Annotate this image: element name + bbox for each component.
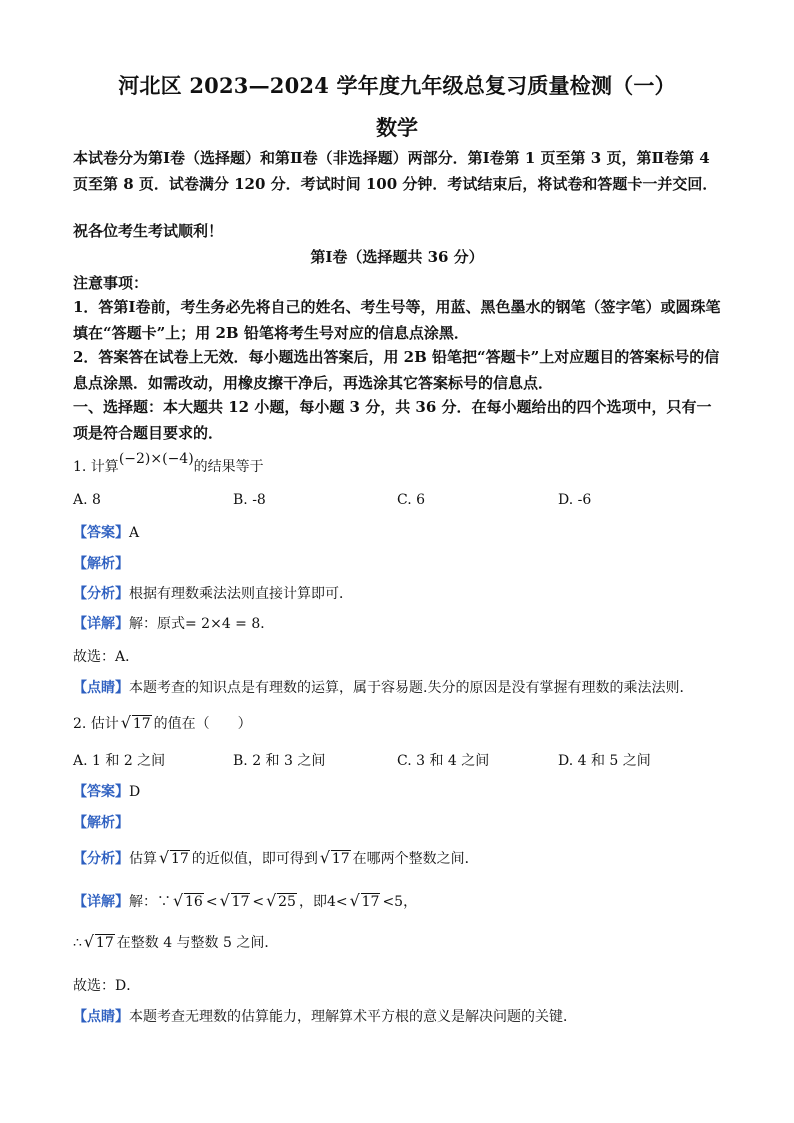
sqrt-17: √ 17	[159, 848, 189, 867]
q1-detail	[73, 613, 274, 633]
q1-detail-end: ．	[260, 616, 275, 632]
q2-analysis: 【解析】	[73, 815, 129, 831]
q2-option-b: B. 2 和 3 之间	[233, 753, 326, 769]
part-one-heading: 一、选择题：本大题共 12 小题，每小题 3 分，共 36 分．在每小题给出的四个选项中，只有一项是符合题目要求的．	[73, 398, 712, 442]
q1-option-a: A. 8	[73, 492, 101, 508]
q2-answer: 【答案】D	[73, 784, 141, 800]
q1-analysis	[73, 553, 129, 573]
sqrt-17: √ 17	[349, 891, 380, 910]
notice-item-2: 2．答案答在试卷上无效．每小题选出答案后，用 2B 铅笔把“答题卡”上对应题目的答案标号的信息点涂黑．如需改动，用橡皮擦干净后，再选涂其它答案标号的信息点．	[73, 348, 720, 392]
sqrt-17: √ 17	[219, 891, 250, 910]
sqrt-16: √ 16	[173, 891, 203, 910]
q1-comment	[73, 677, 693, 697]
fenxi-tag: 【分析】	[73, 586, 129, 602]
q1-suffix: 的结果等于	[193, 459, 264, 475]
q1-fenxi	[73, 583, 353, 603]
sqrt-17: √ 17	[319, 848, 350, 867]
q2-prefix: 2. 估计	[73, 716, 119, 732]
notice-item-1: 1．答第Ⅰ卷前，考生务必先将自己的姓名、考生号等，用蓝、黑色墨水的钢笔（签字笔）或圆珠笔填在“答题卡”上；用 2B 铅笔将考生号对应的信息点涂黑．	[73, 298, 721, 342]
q2-suffix: 的值在（ ）	[153, 716, 252, 732]
q1-detail-prefix: 解：原式	[129, 616, 185, 632]
comment-tag: 【点睛】	[73, 680, 129, 696]
q1-option-d: D. -6	[558, 492, 592, 508]
q1-expression: (−2)×(−4)	[118, 451, 194, 467]
q2-comment: 【点睛】本题考查无理数的估算能力，理解算术平方根的意义是解决问题的关键．	[73, 1009, 577, 1025]
q2-choose: 故选：D．	[73, 978, 141, 994]
notice-heading: 注意事项：	[73, 274, 149, 292]
sqrt-17: √ 17	[120, 713, 151, 732]
question-1	[73, 451, 264, 476]
q1-prefix: 1. 计算	[73, 459, 119, 475]
subject-title: 数学	[376, 115, 418, 140]
analysis-tag: 【解析】	[73, 556, 129, 572]
q2-option-a: A. 1 和 2 之间	[73, 753, 166, 769]
q2-conclusion: ∴ √ 17 在整数 4 与整数 5 之间．	[73, 932, 279, 951]
q1-option-b: B. -8	[233, 492, 266, 508]
q1-detail-expression: = 2×4 = 8	[185, 616, 261, 632]
q1-comment-text: 本题考查的知识点是有理数的运算，属于容易题.失分的原因是没有掌握有理数的乘法法则．	[129, 680, 694, 696]
q1-answer	[73, 522, 139, 542]
detail-tag: 【详解】	[73, 616, 129, 632]
question-2	[73, 713, 252, 733]
wish-text: 祝各位考生考试顺利！	[73, 222, 224, 240]
q2-answer-value: D	[129, 784, 141, 800]
q2-option-d: D. 4 和 5 之间	[558, 753, 651, 769]
q2-detail: 【详解】解：∵ √ 16 < √ 17 < √ 25 ，即4< √ 17 <5，	[73, 891, 418, 910]
q2-option-c: C. 3 和 4 之间	[397, 753, 490, 769]
q1-fenxi-text: 根据有理数乘法法则直接计算即可．	[129, 586, 353, 602]
q1-option-c: C. 6	[397, 492, 426, 508]
q1-choose: 故选：A．	[73, 649, 140, 665]
answer-tag: 【答案】	[73, 525, 129, 541]
sqrt-17: √ 17	[83, 932, 114, 951]
q1-answer-value: A	[129, 525, 140, 541]
q2-fenxi: 【分析】估算 √ 17 的近似值，即可得到 √ 17 在哪两个整数之间．	[73, 848, 479, 867]
intro-paragraph: 本试卷分为第Ⅰ卷（选择题）和第Ⅱ卷（非选择题）两部分．第Ⅰ卷第 1 页至第 3 页，第Ⅱ卷第 4 页至第 8 页．试卷满分 120 分．考试时间 100 分钟．考试结束后，将试卷和答题卡一并交回．	[73, 149, 718, 193]
q2-comment-text: 本题考查无理数的估算能力，理解算术平方根的意义是解决问题的关键．	[129, 1009, 577, 1025]
sqrt-25: √ 25	[266, 891, 296, 910]
section-title: 第Ⅰ卷（选择题共 36 分）	[310, 248, 484, 266]
exam-title: 河北区 2023—2024 学年度九年级总复习质量检测（一）	[118, 73, 676, 98]
